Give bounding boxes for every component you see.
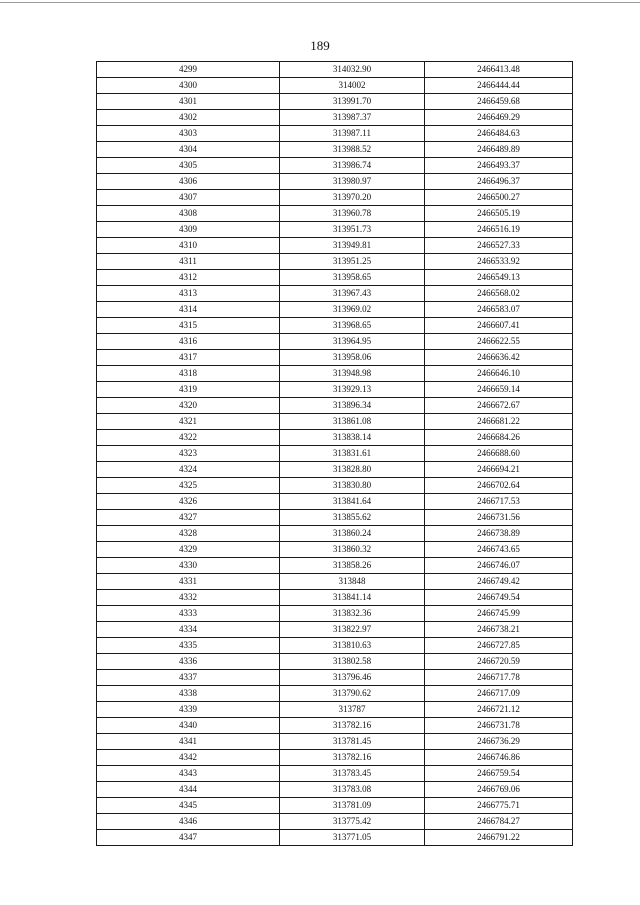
x-coordinate-cell: 313980.97 bbox=[280, 174, 425, 190]
x-coordinate-cell: 313948.98 bbox=[280, 366, 425, 382]
x-coordinate-cell: 313968.65 bbox=[280, 318, 425, 334]
y-coordinate-cell: 2466500.27 bbox=[425, 190, 573, 206]
x-coordinate-cell: 313964.95 bbox=[280, 334, 425, 350]
table-row bbox=[97, 766, 573, 782]
table-row bbox=[97, 814, 573, 830]
x-coordinate-cell: 313822.97 bbox=[280, 622, 425, 638]
y-coordinate-cell: 2466459.68 bbox=[425, 94, 573, 110]
x-coordinate-cell: 313970.20 bbox=[280, 190, 425, 206]
y-coordinate-cell: 2466636.42 bbox=[425, 350, 573, 366]
point-number-cell: 4346 bbox=[97, 814, 280, 830]
y-coordinate-cell: 2466759.54 bbox=[425, 766, 573, 782]
table-row bbox=[97, 574, 573, 590]
y-coordinate-cell: 2466688.60 bbox=[425, 446, 573, 462]
x-coordinate-cell: 313838.14 bbox=[280, 430, 425, 446]
y-coordinate-cell: 2466496.37 bbox=[425, 174, 573, 190]
x-coordinate-cell: 313951.25 bbox=[280, 254, 425, 270]
point-number-cell: 4320 bbox=[97, 398, 280, 414]
y-coordinate-cell: 2466727.85 bbox=[425, 638, 573, 654]
y-coordinate-cell: 2466746.86 bbox=[425, 750, 573, 766]
table-row bbox=[97, 190, 573, 206]
x-coordinate-cell: 313855.62 bbox=[280, 510, 425, 526]
y-coordinate-cell: 2466784.27 bbox=[425, 814, 573, 830]
point-number-cell: 4344 bbox=[97, 782, 280, 798]
y-coordinate-cell: 2466738.89 bbox=[425, 526, 573, 542]
point-number-cell: 4314 bbox=[97, 302, 280, 318]
y-coordinate-cell: 2466746.07 bbox=[425, 558, 573, 574]
y-coordinate-cell: 2466684.26 bbox=[425, 430, 573, 446]
x-coordinate-cell: 313951.73 bbox=[280, 222, 425, 238]
table-row bbox=[97, 590, 573, 606]
x-coordinate-cell: 313783.45 bbox=[280, 766, 425, 782]
point-number-cell: 4327 bbox=[97, 510, 280, 526]
y-coordinate-cell: 2466659.14 bbox=[425, 382, 573, 398]
x-coordinate-cell: 313783.08 bbox=[280, 782, 425, 798]
y-coordinate-cell: 2466738.21 bbox=[425, 622, 573, 638]
point-number-cell: 4336 bbox=[97, 654, 280, 670]
table-row bbox=[97, 302, 573, 318]
x-coordinate-cell: 313858.26 bbox=[280, 558, 425, 574]
y-coordinate-cell: 2466549.13 bbox=[425, 270, 573, 286]
table-row bbox=[97, 270, 573, 286]
y-coordinate-cell: 2466469.29 bbox=[425, 110, 573, 126]
point-number-cell: 4307 bbox=[97, 190, 280, 206]
table-row bbox=[97, 382, 573, 398]
y-coordinate-cell: 2466413.48 bbox=[425, 62, 573, 78]
point-number-cell: 4302 bbox=[97, 110, 280, 126]
x-coordinate-cell: 313810.63 bbox=[280, 638, 425, 654]
table-row bbox=[97, 222, 573, 238]
point-number-cell: 4330 bbox=[97, 558, 280, 574]
point-number-cell: 4308 bbox=[97, 206, 280, 222]
y-coordinate-cell: 2466769.06 bbox=[425, 782, 573, 798]
y-coordinate-cell: 2466533.92 bbox=[425, 254, 573, 270]
x-coordinate-cell: 313960.78 bbox=[280, 206, 425, 222]
x-coordinate-cell: 313775.42 bbox=[280, 814, 425, 830]
table-row bbox=[97, 126, 573, 142]
point-number-cell: 4329 bbox=[97, 542, 280, 558]
x-coordinate-cell: 313802.58 bbox=[280, 654, 425, 670]
page-number: 189 bbox=[310, 38, 330, 53]
point-number-cell: 4321 bbox=[97, 414, 280, 430]
y-coordinate-cell: 2466694.21 bbox=[425, 462, 573, 478]
y-coordinate-cell: 2466775.71 bbox=[425, 798, 573, 814]
table-row bbox=[97, 414, 573, 430]
y-coordinate-cell: 2466681.22 bbox=[425, 414, 573, 430]
table-row bbox=[97, 478, 573, 494]
x-coordinate-cell: 313832.36 bbox=[280, 606, 425, 622]
point-number-cell: 4328 bbox=[97, 526, 280, 542]
point-number-cell: 4333 bbox=[97, 606, 280, 622]
point-number-cell: 4304 bbox=[97, 142, 280, 158]
table-row bbox=[97, 558, 573, 574]
y-coordinate-cell: 2466568.02 bbox=[425, 286, 573, 302]
x-coordinate-cell: 313929.13 bbox=[280, 382, 425, 398]
point-number-cell: 4322 bbox=[97, 430, 280, 446]
point-number-cell: 4310 bbox=[97, 238, 280, 254]
x-coordinate-cell: 313986.74 bbox=[280, 158, 425, 174]
x-coordinate-cell: 313949.81 bbox=[280, 238, 425, 254]
y-coordinate-cell: 2466745.99 bbox=[425, 606, 573, 622]
table-row bbox=[97, 510, 573, 526]
y-coordinate-cell: 2466720.59 bbox=[425, 654, 573, 670]
point-number-cell: 4338 bbox=[97, 686, 280, 702]
table-row bbox=[97, 142, 573, 158]
y-coordinate-cell: 2466736.29 bbox=[425, 734, 573, 750]
y-coordinate-cell: 2466791.22 bbox=[425, 830, 573, 846]
x-coordinate-cell: 313771.05 bbox=[280, 830, 425, 846]
point-number-cell: 4347 bbox=[97, 830, 280, 846]
y-coordinate-cell: 2466672.67 bbox=[425, 398, 573, 414]
table-row bbox=[97, 254, 573, 270]
y-coordinate-cell: 2466607.41 bbox=[425, 318, 573, 334]
x-coordinate-cell: 313781.45 bbox=[280, 734, 425, 750]
x-coordinate-cell: 313848 bbox=[280, 574, 425, 590]
table-row bbox=[97, 606, 573, 622]
table-row bbox=[97, 78, 573, 94]
point-number-cell: 4312 bbox=[97, 270, 280, 286]
y-coordinate-cell: 2466622.55 bbox=[425, 334, 573, 350]
point-number-cell: 4340 bbox=[97, 718, 280, 734]
point-number-cell: 4301 bbox=[97, 94, 280, 110]
y-coordinate-cell: 2466749.42 bbox=[425, 574, 573, 590]
y-coordinate-cell: 2466717.78 bbox=[425, 670, 573, 686]
x-coordinate-cell: 313860.24 bbox=[280, 526, 425, 542]
x-coordinate-cell: 313790.62 bbox=[280, 686, 425, 702]
x-coordinate-cell: 313987.11 bbox=[280, 126, 425, 142]
x-coordinate-cell: 313782.16 bbox=[280, 750, 425, 766]
table-row bbox=[97, 750, 573, 766]
table-row bbox=[97, 494, 573, 510]
table-row bbox=[97, 398, 573, 414]
y-coordinate-cell: 2466516.19 bbox=[425, 222, 573, 238]
x-coordinate-cell: 313841.14 bbox=[280, 590, 425, 606]
x-coordinate-cell: 313958.65 bbox=[280, 270, 425, 286]
x-coordinate-cell: 313782.16 bbox=[280, 718, 425, 734]
table-row bbox=[97, 158, 573, 174]
table-row bbox=[97, 782, 573, 798]
table-row bbox=[97, 654, 573, 670]
y-coordinate-cell: 2466743.65 bbox=[425, 542, 573, 558]
table-row bbox=[97, 686, 573, 702]
table-row bbox=[97, 94, 573, 110]
table-row bbox=[97, 174, 573, 190]
point-number-cell: 4331 bbox=[97, 574, 280, 590]
table-row bbox=[97, 446, 573, 462]
table-row bbox=[97, 622, 573, 638]
point-number-cell: 4324 bbox=[97, 462, 280, 478]
table-row bbox=[97, 206, 573, 222]
point-number-cell: 4305 bbox=[97, 158, 280, 174]
table-row bbox=[97, 110, 573, 126]
point-number-cell: 4299 bbox=[97, 62, 280, 78]
x-coordinate-cell: 313969.02 bbox=[280, 302, 425, 318]
x-coordinate-cell: 313841.64 bbox=[280, 494, 425, 510]
table-row bbox=[97, 366, 573, 382]
point-number-cell: 4306 bbox=[97, 174, 280, 190]
table-row bbox=[97, 734, 573, 750]
point-number-cell: 4303 bbox=[97, 126, 280, 142]
x-coordinate-cell: 313787 bbox=[280, 702, 425, 718]
y-coordinate-cell: 2466583.07 bbox=[425, 302, 573, 318]
table-row bbox=[97, 542, 573, 558]
table-row bbox=[97, 526, 573, 542]
y-coordinate-cell: 2466505.19 bbox=[425, 206, 573, 222]
point-number-cell: 4339 bbox=[97, 702, 280, 718]
table-row bbox=[97, 318, 573, 334]
y-coordinate-cell: 2466489.89 bbox=[425, 142, 573, 158]
point-number-cell: 4332 bbox=[97, 590, 280, 606]
x-coordinate-cell: 313967.43 bbox=[280, 286, 425, 302]
x-coordinate-cell: 313860.32 bbox=[280, 542, 425, 558]
y-coordinate-cell: 2466444.44 bbox=[425, 78, 573, 94]
x-coordinate-cell: 313987.37 bbox=[280, 110, 425, 126]
table-row bbox=[97, 238, 573, 254]
x-coordinate-cell: 313828.80 bbox=[280, 462, 425, 478]
table-row bbox=[97, 798, 573, 814]
table-row bbox=[97, 350, 573, 366]
y-coordinate-cell: 2466646.10 bbox=[425, 366, 573, 382]
table-row bbox=[97, 670, 573, 686]
y-coordinate-cell: 2466731.78 bbox=[425, 718, 573, 734]
y-coordinate-cell: 2466493.37 bbox=[425, 158, 573, 174]
point-number-cell: 4334 bbox=[97, 622, 280, 638]
x-coordinate-cell: 314002 bbox=[280, 78, 425, 94]
top-rule bbox=[0, 2, 640, 3]
table-row bbox=[97, 430, 573, 446]
table-row bbox=[97, 62, 573, 78]
x-coordinate-cell: 313988.52 bbox=[280, 142, 425, 158]
x-coordinate-cell: 313861.08 bbox=[280, 414, 425, 430]
x-coordinate-cell: 314032.90 bbox=[280, 62, 425, 78]
table-row bbox=[97, 702, 573, 718]
point-number-cell: 4342 bbox=[97, 750, 280, 766]
y-coordinate-cell: 2466721.12 bbox=[425, 702, 573, 718]
y-coordinate-cell: 2466749.54 bbox=[425, 590, 573, 606]
y-coordinate-cell: 2466702.64 bbox=[425, 478, 573, 494]
x-coordinate-cell: 313796.46 bbox=[280, 670, 425, 686]
point-number-cell: 4326 bbox=[97, 494, 280, 510]
point-number-cell: 4317 bbox=[97, 350, 280, 366]
y-coordinate-cell: 2466717.09 bbox=[425, 686, 573, 702]
x-coordinate-cell: 313896.34 bbox=[280, 398, 425, 414]
point-number-cell: 4343 bbox=[97, 766, 280, 782]
table-row bbox=[97, 334, 573, 350]
y-coordinate-cell: 2466527.33 bbox=[425, 238, 573, 254]
point-number-cell: 4309 bbox=[97, 222, 280, 238]
table-row bbox=[97, 830, 573, 846]
point-number-cell: 4325 bbox=[97, 478, 280, 494]
point-number-cell: 4319 bbox=[97, 382, 280, 398]
y-coordinate-cell: 2466731.56 bbox=[425, 510, 573, 526]
coordinate-table bbox=[96, 61, 573, 846]
point-number-cell: 4313 bbox=[97, 286, 280, 302]
table-row bbox=[97, 462, 573, 478]
table-row bbox=[97, 286, 573, 302]
point-number-cell: 4341 bbox=[97, 734, 280, 750]
point-number-cell: 4335 bbox=[97, 638, 280, 654]
point-number-cell: 4337 bbox=[97, 670, 280, 686]
point-number-cell: 4318 bbox=[97, 366, 280, 382]
point-number-cell: 4315 bbox=[97, 318, 280, 334]
table-row bbox=[97, 718, 573, 734]
x-coordinate-cell: 313958.06 bbox=[280, 350, 425, 366]
table-row bbox=[97, 638, 573, 654]
point-number-cell: 4300 bbox=[97, 78, 280, 94]
x-coordinate-cell: 313830.80 bbox=[280, 478, 425, 494]
x-coordinate-cell: 313831.61 bbox=[280, 446, 425, 462]
table-body bbox=[97, 62, 573, 846]
x-coordinate-cell: 313781.09 bbox=[280, 798, 425, 814]
y-coordinate-cell: 2466484.63 bbox=[425, 126, 573, 142]
x-coordinate-cell: 313991.70 bbox=[280, 94, 425, 110]
point-number-cell: 4323 bbox=[97, 446, 280, 462]
point-number-cell: 4316 bbox=[97, 334, 280, 350]
point-number-cell: 4345 bbox=[97, 798, 280, 814]
point-number-cell: 4311 bbox=[97, 254, 280, 270]
y-coordinate-cell: 2466717.53 bbox=[425, 494, 573, 510]
